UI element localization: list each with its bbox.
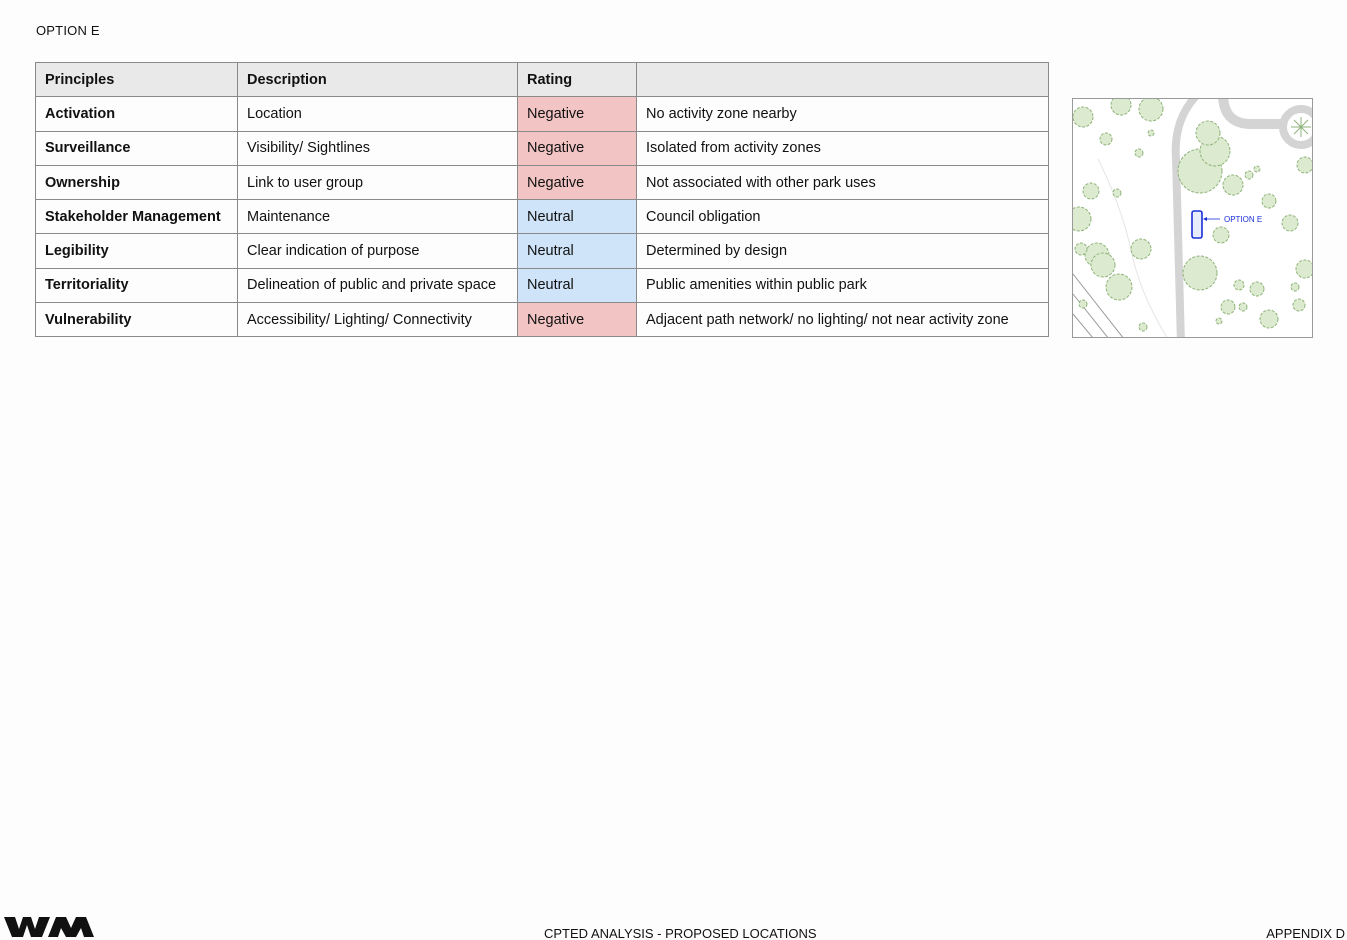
rating-cell: Neutral	[518, 268, 637, 302]
description-cell: Delineation of public and private space	[238, 268, 518, 302]
tree-icon	[1216, 318, 1222, 324]
table-row	[36, 234, 1049, 268]
map-marker-label: OPTION E	[1224, 215, 1263, 224]
table-row	[36, 165, 1049, 199]
footer-title: CPTED ANALYSIS - PROPOSED LOCATIONS	[544, 926, 817, 940]
description-cell: Maintenance	[238, 200, 518, 234]
tree-icon	[1091, 253, 1115, 277]
tree-icon	[1291, 283, 1299, 291]
roundabout-star-icon	[1291, 117, 1311, 137]
wm-logo-icon	[4, 917, 98, 937]
tree-icon	[1079, 300, 1087, 308]
tree-icon	[1196, 121, 1220, 145]
tree-icon	[1221, 300, 1235, 314]
tree-icon	[1282, 215, 1298, 231]
description-cell: Location	[238, 97, 518, 131]
tree-icon	[1245, 171, 1253, 179]
principle-cell: Vulnerability	[36, 303, 238, 337]
option-label: OPTION E	[36, 23, 100, 38]
tree-icon	[1297, 157, 1313, 173]
tree-icon	[1139, 99, 1163, 121]
comment-cell: Determined by design	[637, 234, 1049, 268]
header-rating: Rating	[518, 63, 637, 97]
tree-icon	[1234, 280, 1244, 290]
principle-cell: Legibility	[36, 234, 238, 268]
company-logo	[4, 917, 98, 940]
rating-cell: Neutral	[518, 234, 637, 268]
tree-icon	[1223, 175, 1243, 195]
description-cell: Link to user group	[238, 165, 518, 199]
tree-icon	[1239, 303, 1247, 311]
rating-cell: Neutral	[518, 200, 637, 234]
table-row	[36, 303, 1049, 337]
option-e-marker	[1192, 211, 1202, 238]
tree-icon	[1213, 227, 1229, 243]
tree-icon	[1073, 107, 1093, 127]
tree-icon	[1139, 323, 1147, 331]
tree-icon	[1135, 149, 1143, 157]
description-cell: Accessibility/ Lighting/ Connectivity	[238, 303, 518, 337]
principle-cell: Ownership	[36, 165, 238, 199]
tree-icon	[1262, 194, 1276, 208]
table-row	[36, 268, 1049, 302]
header-comment	[637, 63, 1049, 97]
rating-cell: Negative	[518, 131, 637, 165]
tree-icon	[1260, 310, 1278, 328]
tree-icon	[1100, 133, 1112, 145]
header-description: Description	[238, 63, 518, 97]
site-map	[1072, 98, 1313, 338]
tree-icon	[1083, 183, 1099, 199]
table-header-row	[36, 63, 1049, 97]
header-principles: Principles	[36, 63, 238, 97]
tree-icon	[1073, 207, 1091, 231]
comment-cell: Public amenities within public park	[637, 268, 1049, 302]
table-row	[36, 131, 1049, 165]
tree-icon	[1254, 166, 1260, 172]
tree-icon	[1113, 189, 1121, 197]
description-cell: Clear indication of purpose	[238, 234, 518, 268]
marker-arrow-icon	[1203, 217, 1207, 221]
cpted-table	[35, 62, 1049, 337]
principle-cell: Activation	[36, 97, 238, 131]
tree-icon	[1131, 239, 1151, 259]
tree-icon	[1183, 256, 1217, 290]
tree-icon	[1075, 243, 1087, 255]
tree-icon	[1148, 130, 1154, 136]
description-cell: Visibility/ Sightlines	[238, 131, 518, 165]
tree-icon	[1111, 99, 1131, 115]
principle-cell: Territoriality	[36, 268, 238, 302]
comment-cell: No activity zone nearby	[637, 97, 1049, 131]
comment-cell: Not associated with other park uses	[637, 165, 1049, 199]
tree-icon	[1296, 260, 1313, 278]
rating-cell: Negative	[518, 97, 637, 131]
table-row	[36, 97, 1049, 131]
principle-cell: Surveillance	[36, 131, 238, 165]
comment-cell: Adjacent path network/ no lighting/ not near activity zone	[637, 303, 1049, 337]
tree-icon	[1250, 282, 1264, 296]
comment-cell: Isolated from activity zones	[637, 131, 1049, 165]
comment-cell: Council obligation	[637, 200, 1049, 234]
site-map-drawing	[1073, 99, 1313, 338]
table-row	[36, 200, 1049, 234]
tree-icon	[1106, 274, 1132, 300]
principle-cell: Stakeholder Management	[36, 200, 238, 234]
rating-cell: Negative	[518, 165, 637, 199]
footer-appendix: APPENDIX D	[1266, 926, 1345, 940]
tree-icon	[1293, 299, 1305, 311]
rating-cell: Negative	[518, 303, 637, 337]
